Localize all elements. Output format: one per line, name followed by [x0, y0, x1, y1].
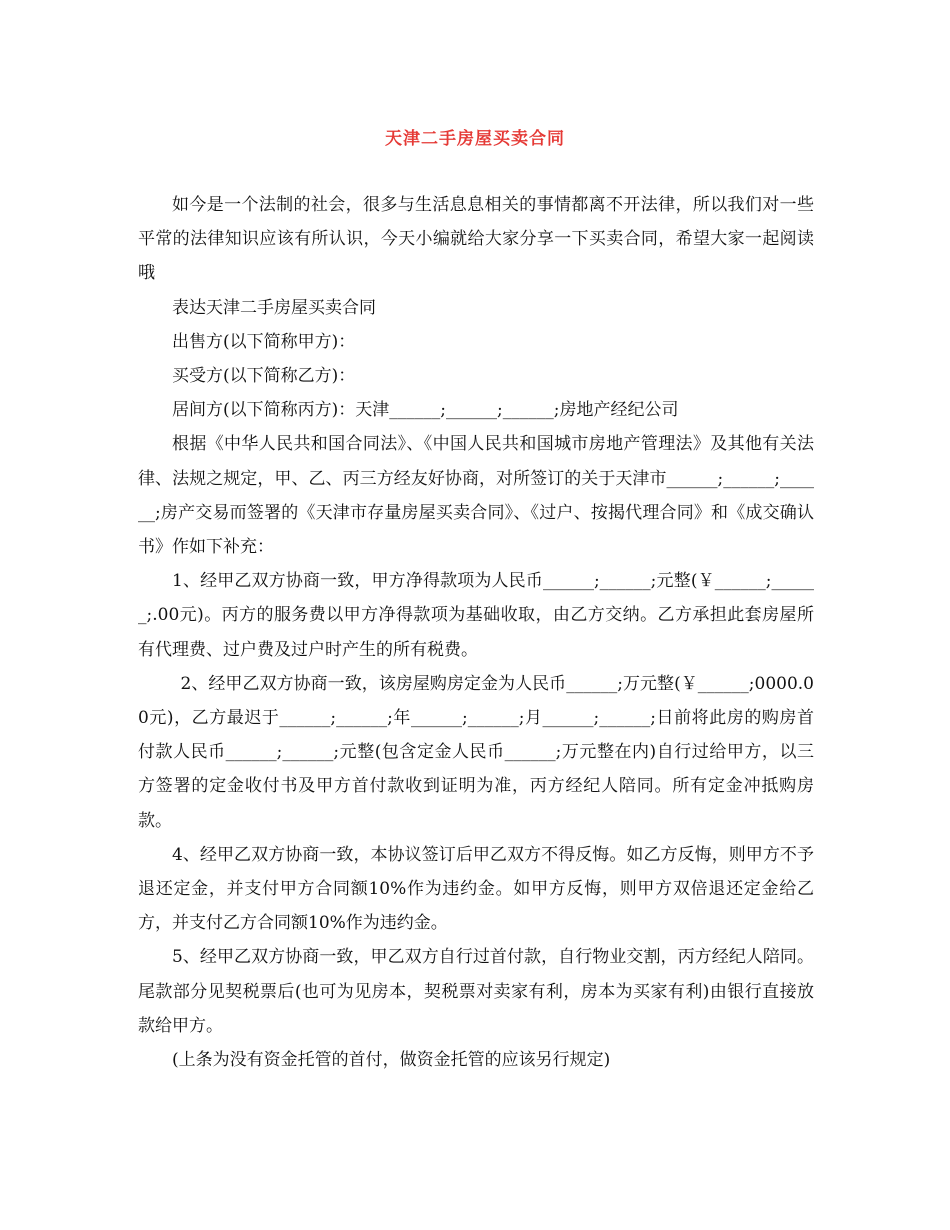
document-title: 天津二手房屋买卖合同	[385, 129, 565, 149]
note-paragraph: (上条为没有资金托管的首付，做资金托管的应该另行规定)	[172, 1050, 611, 1071]
clause-1-paragraph: 1、经甲乙双方协商一致，甲方净得款项为人民币______;______;元整(￥______;______;.00元)。丙方的服务费以甲方净得款项为基础收取，由乙方交纳。乙方承担此套房屋所有代理费、过户费及过户时产生的所有税费。	[138, 571, 814, 660]
intermediary-line: 居间方(以下简称丙方)：天津______;______;______;房地产经纪公司	[172, 400, 679, 421]
document-body	[138, 188, 814, 1077]
clause-2-paragraph: 2、经甲乙双方协商一致，该房屋购房定金为人民币______;万元整(￥______;0000.00元)，乙方最迟于______;______;年______;______;月______;______;日前将此房的购房首付款人民币______;______;元整(包含定金人民币______;万元整在内)自行过给甲方，以三方签署的定金收付书及甲方首付款收到证明为准，丙方经纪人陪同。所有定金冲抵购房款。	[138, 673, 814, 831]
clause-5-paragraph: 5、经甲乙双方协商一致，甲乙双方自行过首付款，自行物业交割，丙方经纪人陪同。尾款部分见契税票后(也可为见房本，契税票对卖家有利，房本为买家有利)由银行直接放款给甲方。	[138, 947, 814, 1036]
intro-paragraph: 如今是一个法制的社会，很多与生活息息相关的事情都离不开法律，所以我们对一些平常的法律知识应该有所认识，今天小编就给大家分享一下买卖合同，希望大家一起阅读哦	[138, 195, 814, 284]
buyer-line: 买受方(以下简称乙方)：	[172, 366, 356, 387]
contract-heading-line: 表达天津二手房屋买卖合同	[172, 297, 376, 318]
clause-4-paragraph: 4、经甲乙双方协商一致，本协议签订后甲乙双方不得反悔。如乙方反悔，则甲方不予退还定金，并支付甲方合同额10%作为违约金。如甲方反悔，则甲方双倍退还定金给乙方，并支付乙方合同额10%作为违约金。	[138, 844, 814, 934]
legal-basis-paragraph: 根据《中华人民共和国合同法》、《中国人民共和国城市房地产管理法》及其他有关法律、法规之规定，甲、乙、丙三方经友好协商，对所签订的关于天津市______;______;______;房产交易而签署的《天津市存量房屋买卖合同》、《过户、按揭代理合同》和《成交确认书》作如下补充：	[138, 434, 814, 558]
seller-line: 出售方(以下简称甲方)：	[172, 331, 356, 352]
